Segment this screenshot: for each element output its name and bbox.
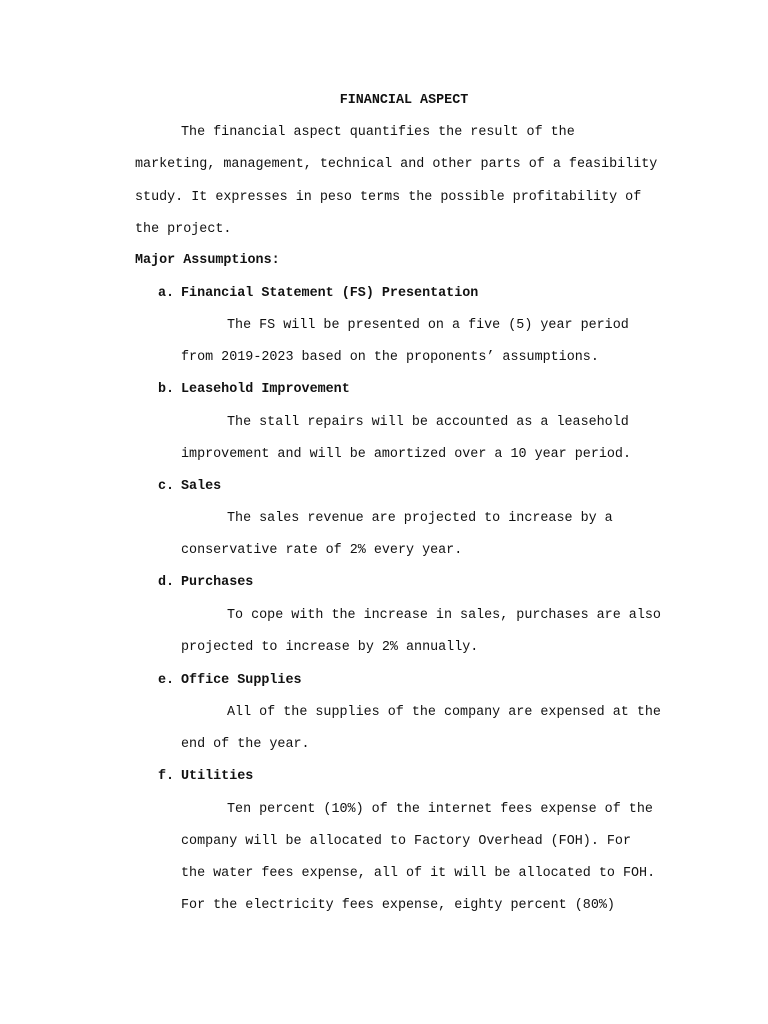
assumption-text: For the electricity fees expense, eighty percent (80%) [181,898,615,913]
assumption-heading: Financial Statement (FS) Presentation [181,286,479,301]
list-marker: e. [158,673,175,688]
assumption-text: improvement and will be amortized over a 10 year period. [181,447,631,462]
assumption-text: The FS will be presented on a five (5) year period [227,318,629,333]
assumption-text: The stall repairs will be accounted as a leasehold [227,415,629,430]
intro-line: The financial aspect quantifies the result of the [181,125,575,140]
intro-line: marketing, management, technical and other parts of a feasibility [135,157,658,172]
intro-line: study. It expresses in peso terms the possible profitability of [135,190,642,205]
list-marker: f. [158,769,175,784]
list-marker: c. [158,479,175,494]
assumption-heading: Leasehold Improvement [181,382,350,397]
intro-line: the project. [135,222,232,237]
list-marker: d. [158,575,175,590]
assumptions-heading: Major Assumptions: [135,253,280,268]
assumption-text: To cope with the increase in sales, purchases are also [227,608,661,623]
assumption-text: All of the supplies of the company are expensed at the [227,705,661,720]
page-title: FINANCIAL ASPECT [339,93,469,108]
assumption-heading: Office Supplies [181,673,302,688]
list-marker: a. [158,286,175,301]
assumption-text: Ten percent (10%) of the internet fees expense of the [227,802,653,817]
assumption-text: company will be allocated to Factory Overhead (FOH). For [181,834,631,849]
assumption-text: end of the year. [181,737,310,752]
assumption-text: projected to increase by 2% annually. [181,640,479,655]
assumption-text: the water fees expense, all of it will be allocated to FOH. [181,866,656,881]
assumption-text: conservative rate of 2% every year. [181,543,463,558]
assumption-heading: Sales [181,479,222,494]
assumption-heading: Purchases [181,575,254,590]
assumption-text: from 2019-2023 based on the proponents’ assumptions. [181,350,599,365]
assumption-text: The sales revenue are projected to increase by a [227,511,613,526]
list-marker: b. [158,382,175,397]
assumption-heading: Utilities [181,769,254,784]
